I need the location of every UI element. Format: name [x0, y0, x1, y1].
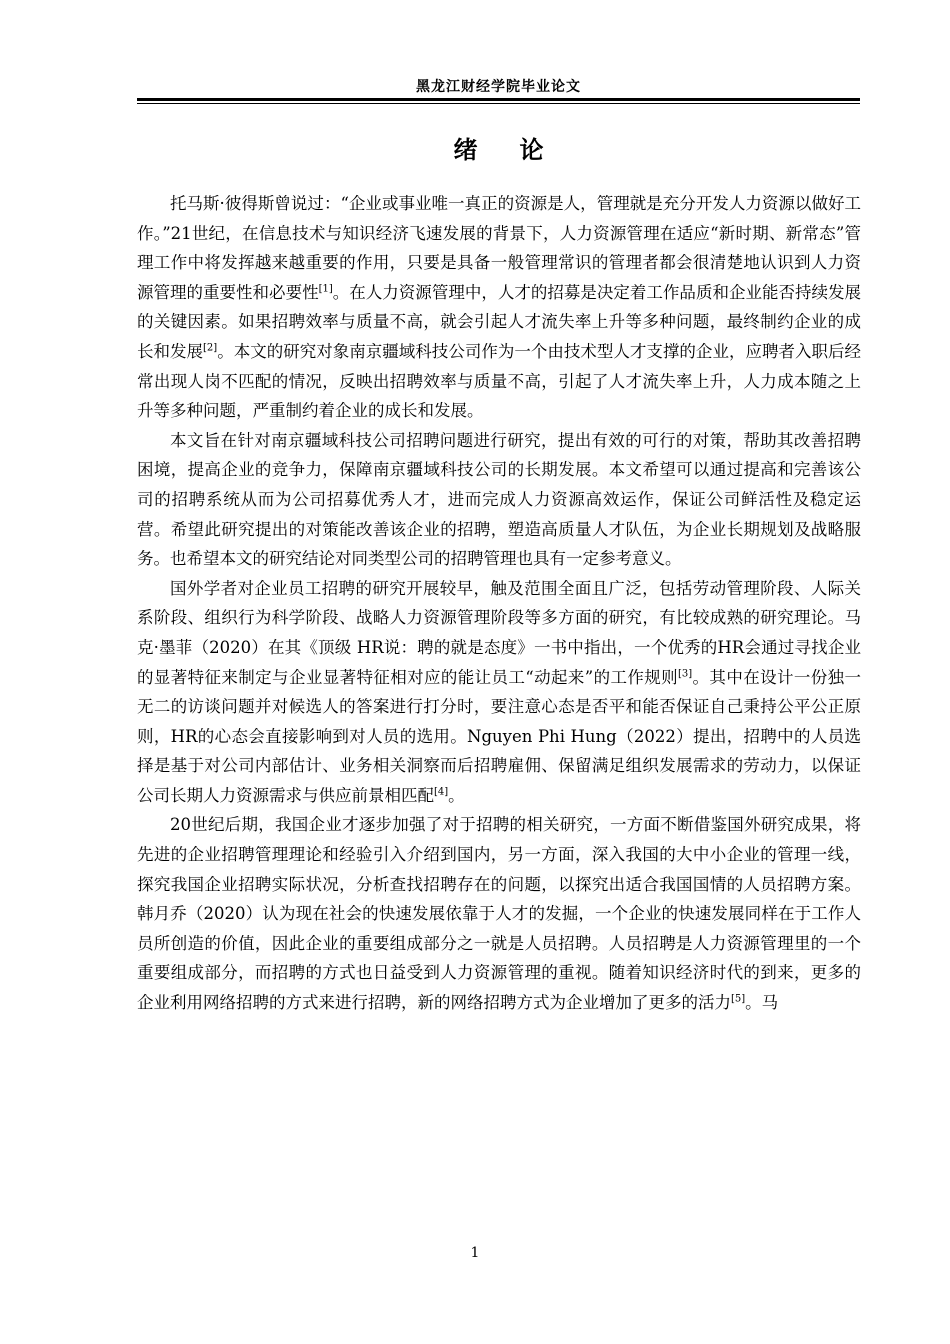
paragraph-text: 托马斯·彼得斯曾说过：“企业或事业唯一真正的资源是人，管理就是充分开发人力资源以做好工作。”21世纪，在信息技术与知识经济飞速发展的背景下，人力资源管理在适应“新时期、新常态”管理工作中将发挥越来越重要的作用，只要是具备一般管理常识的管理者都会很清楚地认识到人力资源管理的重要性和必要性: [137, 194, 861, 302]
paragraph-text: 国外学者对企业员工招聘的研究开展较早，触及范围全面且广泛，包括劳动管理阶段、人际关系阶段、组织行为科学阶段、战略人力资源管理阶段等多方面的研究，有比较成熟的研究理论。马克·墨菲（2020）在其《顶级 HR说：聘的就是态度》一书中指出，一个优秀的HR会通过寻找企业的显著特征来制定与企业显著特征相对应的能让员工“动起来”的工作规则: [137, 578, 861, 687]
paragraph-text: 20世纪后期，我国企业才逐步加强了对于招聘的相关研究，一方面不断借鉴国外研究成果，将先进的企业招聘管理理论和经验引入介绍到国内，另一方面，深入我国的大中小企业的管理一线，探究我国企业招聘实际状况，分析查找招聘存在的问题，以探究出适合我国国情的人员招聘方案。韩月乔（2020）认为现在社会的快速发展依靠于人才的发掘，一个企业的快速发展同样在于工作人员所创造的价值，因此企业的重要组成部分之一就是人员招聘。人员招聘是人力资源管理里的一个重要组成部分，而招聘的方式也日益受到人力资源管理的重视。随着知识经济时代的到来，更多的企业利用网络招聘的方式来进行招聘，新的网络招聘方式为企业增加了更多的活力: [137, 815, 861, 1013]
running-header: 黑龙江财经学院毕业论文: [416, 79, 581, 95]
citation-marker: [5]: [731, 993, 746, 1005]
paragraph-text: 。: [448, 785, 465, 805]
citation-marker: [3]: [678, 668, 693, 679]
page-number: 1: [470, 1245, 480, 1261]
citation-marker: [2]: [203, 342, 218, 354]
citation-marker: [1]: [318, 283, 333, 295]
paragraph: [137, 426, 861, 574]
body-text: [137, 189, 861, 1018]
paragraph-text: 。本文的研究对象南京疆域科技公司作为一个由技术型人才支撑的企业，应聘者入职后经常出现人岗不匹配的情况，反映出招聘效率与质量不高，引起了人才流失率上升，人力成本随之上升等多种问题，严重制约着企业的成长和发展。: [137, 341, 862, 421]
paragraph: [137, 189, 861, 426]
header-rule-thin: [137, 103, 860, 104]
paragraph-text: 。马: [745, 993, 779, 1013]
paragraph-text: 。在人力资源管理中，人才的招募是决定着工作品质和企业能否持续发展的关键因素。如果招聘效率与质量不高，就会引起人才流失率上升等多种问题，最终制约企业的成长和发展: [137, 282, 862, 361]
paragraph-text: 本文旨在针对南京疆域科技公司招聘问题进行研究，提出有效的可行的对策，帮助其改善招聘困境，提高企业的竞争力，保障南京疆域科技公司的长期发展。本文希望可以通过提高和完善该公司的招聘系统从而为公司招募优秀人才，进而完成人力资源高效运作，保证公司鲜活性及稳定运营。希望此研究提出的对策能改善该企业的招聘，塑造高质量人才队伍，为企业长期规划及战略服务。也希望本文的研究结论对同类型公司的招聘管理也具有一定参考意义。: [137, 430, 861, 569]
citation-marker: [4]: [434, 786, 449, 798]
paragraph-text: 。其中在设计一份独一无二的访谈问题并对候选人的答案进行打分时，要注意心态是否平和能否保证自己秉持公平公正原则，HR的心态会直接影响到对人员的选用。Nguyen Phi Hung（2022）提出，招聘中的人员选择是基于对公司内部估计、业务相关洞察而后招聘雇佣、保留满足组织发展需求的劳动力，以保证公司长期人力资源需求与供应前景相匹配: [137, 667, 861, 805]
paragraph: [137, 574, 861, 811]
chapter-title: 绪论: [453, 135, 586, 164]
paragraph: [137, 810, 861, 1017]
header-rule-thick: [137, 98, 860, 101]
